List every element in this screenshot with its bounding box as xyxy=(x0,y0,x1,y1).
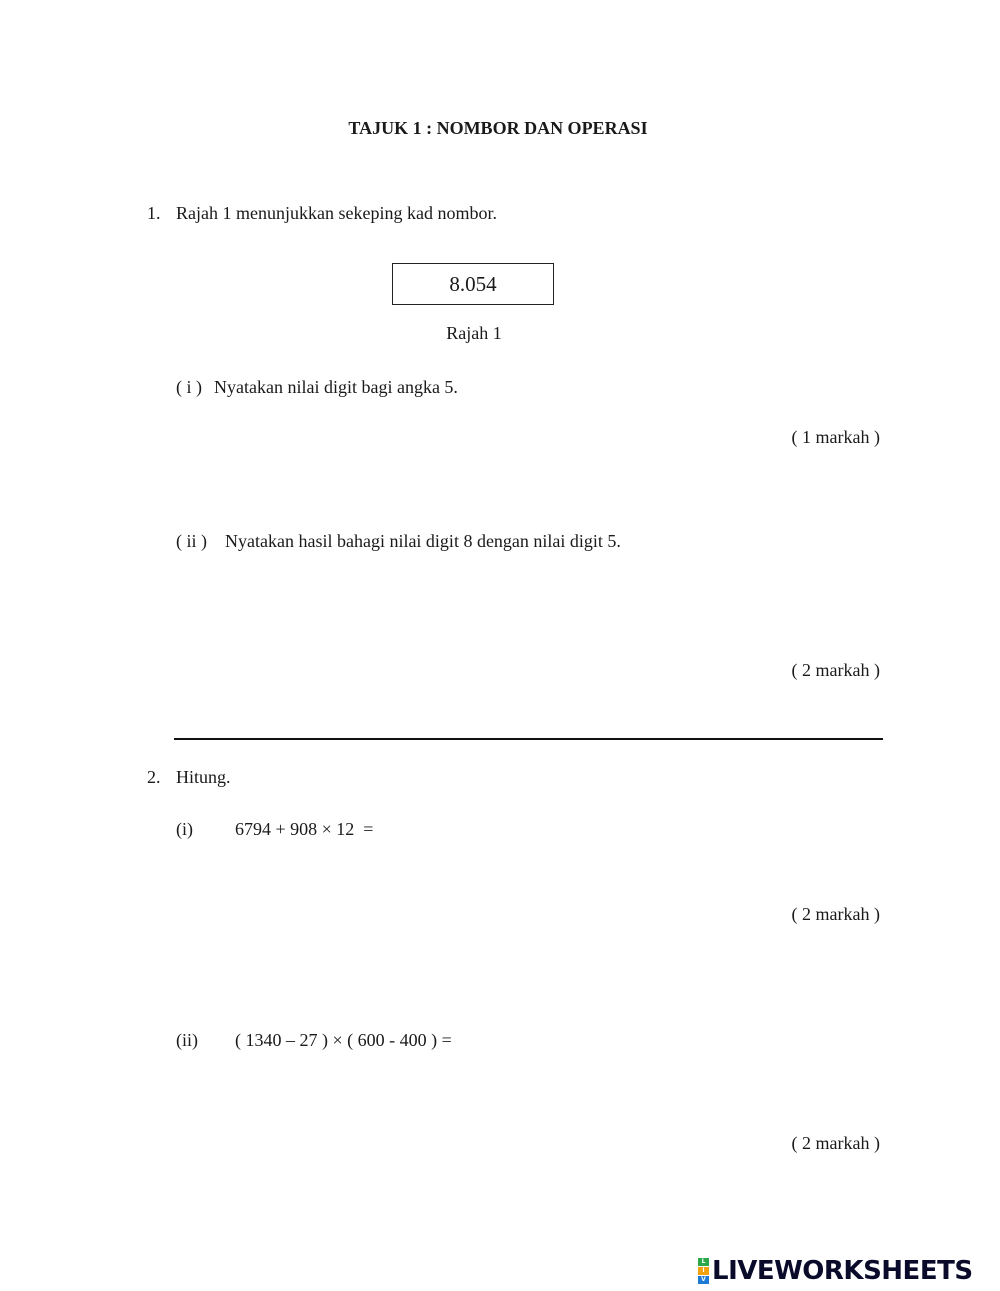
figure-caption: Rajah 1 xyxy=(446,323,502,343)
question-1ii-label: ( ii ) xyxy=(176,531,207,551)
question-1i-marks: ( 1 markah ) xyxy=(791,427,880,447)
question-1ii-text: Nyatakan hasil bahagi nilai digit 8 dengan nilai digit 5. xyxy=(225,531,621,551)
question-1ii-marks: ( 2 markah ) xyxy=(791,660,880,680)
liveworksheets-logo xyxy=(698,1254,973,1288)
logo-block-v: V xyxy=(698,1276,709,1284)
question-2-prompt: Hitung. xyxy=(176,767,231,787)
question-1-prompt: Rajah 1 menunjukkan sekeping kad nombor. xyxy=(176,203,497,223)
question-2ii-label: (ii) xyxy=(176,1030,198,1050)
question-2-number: 2. xyxy=(147,767,161,787)
page-title: TAJUK 1 : NOMBOR DAN OPERASI xyxy=(348,118,648,138)
question-1i-text: Nyatakan nilai digit bagi angka 5. xyxy=(214,377,458,397)
question-2i-expression: 6794 + 908 × 12 = xyxy=(235,819,374,839)
question-2i-marks: ( 2 markah ) xyxy=(791,904,880,924)
number-card xyxy=(392,263,554,305)
question-1-number: 1. xyxy=(147,203,161,223)
question-1i-label: ( i ) xyxy=(176,377,202,397)
logo-block-i: I xyxy=(698,1267,709,1275)
section-divider xyxy=(174,738,883,740)
question-2ii-expression: ( 1340 – 27 ) × ( 600 - 400 ) = xyxy=(235,1030,452,1050)
question-2i-label: (i) xyxy=(176,819,193,839)
question-2ii-marks: ( 2 markah ) xyxy=(791,1133,880,1153)
logo-blocks-icon xyxy=(698,1258,709,1284)
logo-block-l: L xyxy=(698,1258,709,1266)
logo-text: LIVEWORKSHEETS xyxy=(712,1256,973,1286)
number-card-value: 8.054 xyxy=(449,271,497,296)
